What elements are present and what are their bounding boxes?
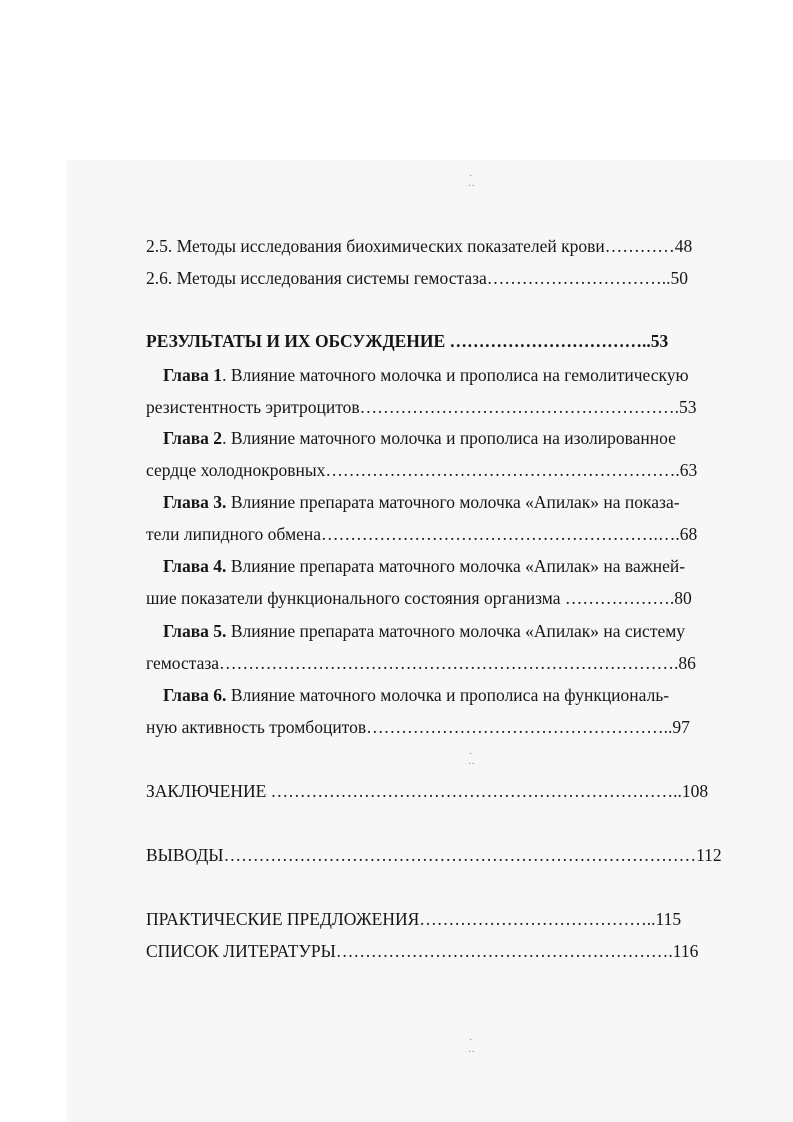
toc-chapter-5-title xyxy=(163,621,685,641)
scan-speck: ·· xyxy=(468,759,475,770)
chapter-label: Глава 6. xyxy=(163,685,227,705)
chapter-label: Глава 1 xyxy=(163,365,223,385)
chapter-label: Глава 3. xyxy=(163,492,227,512)
chapter-title-text: Влияние препарата маточного молочка «Апилак» на важней- xyxy=(226,556,686,576)
toc-entry-results: РЕЗУЛЬТАТЫ И ИХ ОБСУЖДЕНИЕ ……………………………..53 xyxy=(146,331,669,351)
toc-entry-2-6: 2.6. Методы исследования системы гемостаза…………………………..50 xyxy=(146,268,689,288)
toc-chapter-6-continued: ную активность тромбоцитов……………………………………………..97 xyxy=(146,717,690,737)
toc-chapter-1-continued: резистентность эритроцитов……………………………………………….53 xyxy=(146,397,697,417)
toc-chapter-4-title xyxy=(163,556,685,576)
chapter-title-text: . Влияние маточного молочка и прополиса на изолированное xyxy=(222,428,676,448)
toc-chapter-1-title xyxy=(163,365,689,385)
chapter-title-text: Влияние препарата маточного молочка «Апилак» на систему xyxy=(226,621,686,641)
chapter-title-text: Влияние препарата маточного молочка «Апилак» на показа- xyxy=(226,492,680,512)
chapter-title-text: . Влияние маточного молочка и прополиса на гемолитическую xyxy=(222,365,689,385)
toc-chapter-2-title xyxy=(163,428,676,448)
toc-entry-findings: ВЫВОДЫ………………………………………………………………………112 xyxy=(146,845,722,865)
scan-speck: · xyxy=(469,1035,473,1046)
toc-chapter-3-title xyxy=(163,492,680,512)
toc-entry-2-5: 2.5. Методы исследования биохимических показателей крови…………48 xyxy=(146,236,693,256)
scan-speck: · xyxy=(469,171,473,182)
scan-speck: · xyxy=(469,749,473,760)
toc-chapter-5-continued: гемостаза…………………………………………………………………….86 xyxy=(146,653,696,673)
toc-chapter-2-continued: сердце холоднокровных…………………………………………………….63 xyxy=(146,460,698,480)
toc-chapter-3-continued: тели липидного обмена………………………………………………….….68 xyxy=(146,524,698,544)
toc-entry-conclusion: ЗАКЛЮЧЕНИЕ ……………………………………………………………..108 xyxy=(146,781,709,801)
toc-entry-literature: СПИСОК ЛИТЕРАТУРЫ………………………………………………….116 xyxy=(146,941,699,961)
scan-speck: ·· xyxy=(468,1047,475,1058)
chapter-label: Глава 4. xyxy=(163,556,227,576)
toc-chapter-4-continued: шие показатели функционального состояния организма ……………….80 xyxy=(146,588,692,608)
chapter-label: Глава 5. xyxy=(163,621,227,641)
chapter-title-text: Влияние маточного молочка и прополиса на функциональ- xyxy=(226,685,670,705)
chapter-label: Глава 2 xyxy=(163,428,223,448)
toc-chapter-6-title xyxy=(163,685,669,705)
scan-speck: ·· xyxy=(468,181,475,192)
toc-entry-practical: ПРАКТИЧЕСКИЕ ПРЕДЛОЖЕНИЯ…………………………………..115 xyxy=(146,909,682,929)
